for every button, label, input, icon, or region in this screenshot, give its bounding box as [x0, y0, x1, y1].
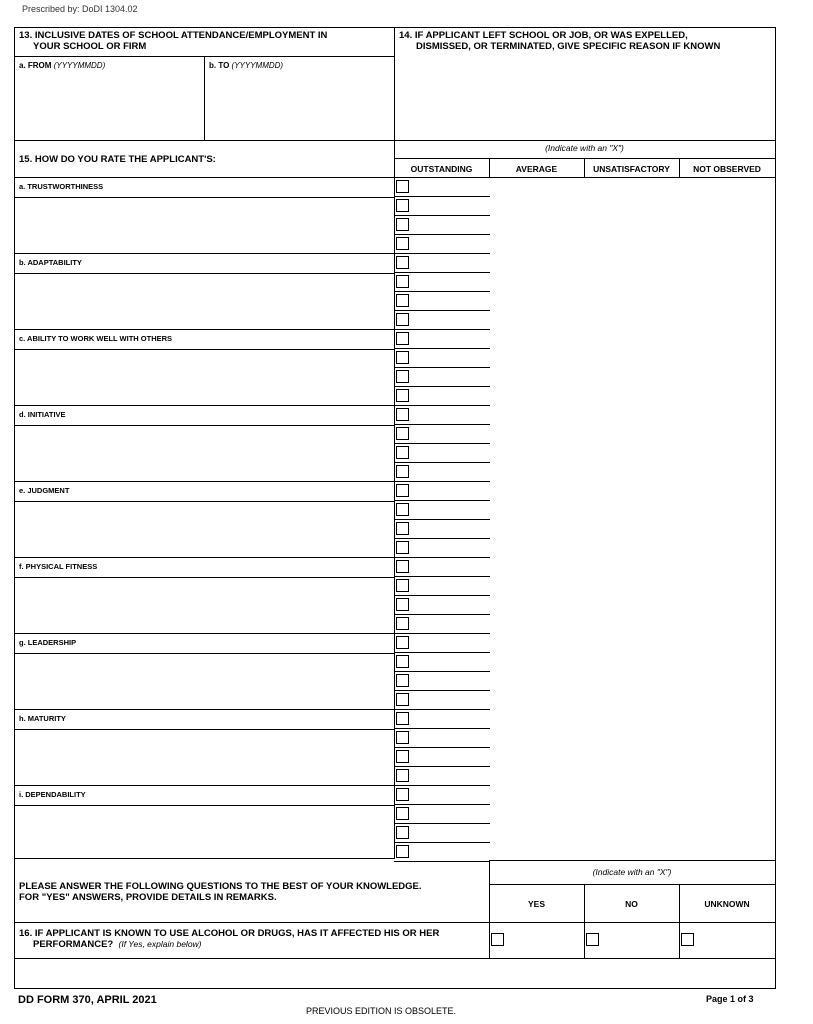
- rating-checkbox[interactable]: [396, 446, 409, 459]
- col-unknown: UNKNOWN: [704, 899, 750, 909]
- rating-row-line: [394, 405, 490, 406]
- rating-checkbox[interactable]: [396, 332, 409, 345]
- rating-checkbox[interactable]: [396, 256, 409, 269]
- q16-no-checkbox[interactable]: [586, 933, 599, 946]
- rating-checkbox[interactable]: [396, 541, 409, 554]
- rating-checkbox[interactable]: [396, 199, 409, 212]
- q16-question: 16. IF APPLICANT IS KNOWN TO USE ALCOHOL OR DRUGS, HAS IT AFFECTED HIS OR HER PERFORMANCE? (If Yes, explain below): [19, 928, 440, 950]
- trait-label: i. DEPENDABILITY: [19, 790, 86, 799]
- rating-checkbox[interactable]: [396, 351, 409, 364]
- rating-checkbox[interactable]: [396, 598, 409, 611]
- section13-title: 13. INCLUSIVE DATES OF SCHOOL ATTENDANCE/EMPLOYMENT IN YOUR SCHOOL OR FIRM: [19, 30, 328, 52]
- trait-label-divider: [14, 349, 395, 350]
- trait-block-divider: [14, 785, 395, 786]
- rating-row-line: [394, 595, 490, 596]
- trait-label: f. PHYSICAL FITNESS: [19, 562, 98, 571]
- rating-row-line: [394, 481, 490, 482]
- section15-title: 15. HOW DO YOU RATE THE APPLICANT'S:: [19, 154, 216, 165]
- rating-checkbox[interactable]: [396, 788, 409, 801]
- q16-top-border: [14, 922, 775, 923]
- trait-block-divider: [14, 633, 395, 634]
- edition-note: PREVIOUS EDITION IS OBSOLETE.: [306, 1006, 457, 1016]
- q16-unknown-checkbox[interactable]: [681, 933, 694, 946]
- rating-checkbox[interactable]: [396, 522, 409, 535]
- form-bottom-border: [14, 988, 776, 989]
- trait-label-divider: [14, 653, 395, 654]
- rating-row-line: [394, 272, 490, 273]
- rating-row-line: [394, 671, 490, 672]
- trait-label-divider: [14, 501, 395, 502]
- rating-checkbox[interactable]: [396, 731, 409, 744]
- trait-label-divider: [14, 729, 395, 730]
- rating-row-line: [394, 196, 490, 197]
- questions-instruction-top: [489, 860, 775, 861]
- rating-checkbox[interactable]: [396, 218, 409, 231]
- col-unsatisfactory: UNSATISFACTORY: [593, 164, 670, 174]
- trait-block-divider: [14, 557, 395, 558]
- q16-yes-checkbox[interactable]: [491, 933, 504, 946]
- rating-checkbox[interactable]: [396, 484, 409, 497]
- rating-checkbox[interactable]: [396, 674, 409, 687]
- rating-checkbox[interactable]: [396, 845, 409, 858]
- rating-row-line: [394, 538, 490, 539]
- trait-block-divider: [14, 329, 395, 330]
- rating-row-line: [394, 500, 490, 501]
- trait-block-divider: [14, 405, 395, 406]
- rating-row-line: [394, 633, 490, 634]
- rating-checkbox[interactable]: [396, 503, 409, 516]
- from-date-label: a. FROM (YYYYMMDD): [19, 61, 106, 70]
- rating-row-line: [394, 842, 490, 843]
- rating-checkbox[interactable]: [396, 560, 409, 573]
- form-right-border: [775, 27, 776, 989]
- rating-checkbox[interactable]: [396, 427, 409, 440]
- rating-checkbox[interactable]: [396, 389, 409, 402]
- section15-header-bottom: [14, 177, 775, 178]
- col-not-observed: NOT OBSERVED: [693, 164, 761, 174]
- rating-checkbox[interactable]: [396, 617, 409, 630]
- trait-label: b. ADAPTABILITY: [19, 258, 82, 267]
- rating-row-line: [394, 367, 490, 368]
- trait-block-divider: [14, 253, 395, 254]
- rating-row-line: [394, 424, 490, 425]
- col-yes: YES: [527, 899, 545, 909]
- rating-row-line: [394, 861, 490, 862]
- rating-row-line: [394, 234, 490, 235]
- rating-row-line: [394, 310, 490, 311]
- trait-label-divider: [14, 577, 395, 578]
- rating-row-line: [394, 462, 490, 463]
- rating-checkbox[interactable]: [396, 465, 409, 478]
- col-outstanding: OUTSTANDING: [410, 164, 473, 174]
- from-date-field[interactable]: [15, 74, 203, 139]
- col-average: AVERAGE: [515, 164, 558, 174]
- rating-checkbox[interactable]: [396, 237, 409, 250]
- questions-instruction: (Indicate with an "X"): [592, 867, 672, 877]
- traits-bottom-border: [14, 858, 395, 859]
- rating-row-line: [394, 614, 490, 615]
- form-id: DD FORM 370, APRIL 2021: [18, 994, 157, 1006]
- rating-checkbox[interactable]: [396, 294, 409, 307]
- rating-row-line: [394, 652, 490, 653]
- prescribed-by: Prescribed by: DoDI 1304.02: [22, 4, 138, 14]
- trait-label-divider: [14, 197, 395, 198]
- rating-row-line: [394, 823, 490, 824]
- to-date-field[interactable]: [205, 74, 393, 139]
- trait-label: a. TRUSTWORTHINESS: [19, 182, 104, 191]
- rating-row-line: [394, 785, 490, 786]
- questions-intro: PLEASE ANSWER THE FOLLOWING QUESTIONS TO THE BEST OF YOUR KNOWLEDGE. FOR "YES" ANSWERS, PROVIDE DETAILS IN REMARKS.: [19, 881, 422, 903]
- rating-row-line: [394, 804, 490, 805]
- rating-row-line: [394, 576, 490, 577]
- rating-checkbox[interactable]: [396, 636, 409, 649]
- rating-row-line: [394, 690, 490, 691]
- rating-checkbox[interactable]: [396, 826, 409, 839]
- q-col-divider-3: [679, 884, 680, 958]
- rating-checkbox[interactable]: [396, 712, 409, 725]
- rating-row-line: [394, 443, 490, 444]
- rating-row-line: [394, 728, 490, 729]
- page-number: Page 1 of 3: [706, 994, 754, 1004]
- rating-row-line: [394, 747, 490, 748]
- to-date-label: b. TO (YYYYMMDD): [209, 61, 284, 70]
- rating-checkbox[interactable]: [396, 579, 409, 592]
- rating-checkbox[interactable]: [396, 750, 409, 763]
- rating-row-line: [394, 348, 490, 349]
- col-no: NO: [625, 899, 638, 909]
- form-left-border: [14, 27, 15, 989]
- section15-instruction: (Indicate with an "X"): [545, 143, 624, 153]
- trait-label: g. LEADERSHIP: [19, 638, 77, 647]
- questions-instruction-divider: [489, 884, 775, 885]
- rating-checkbox[interactable]: [396, 180, 409, 193]
- rating-checkbox[interactable]: [396, 693, 409, 706]
- rating-checkbox[interactable]: [396, 275, 409, 288]
- q16-hint: (If Yes, explain below): [118, 939, 202, 949]
- reason-field[interactable]: [396, 56, 774, 139]
- trait-block-divider: [14, 709, 395, 710]
- trait-label-divider: [14, 273, 395, 274]
- rating-row-line: [394, 291, 490, 292]
- trait-block-divider: [14, 481, 395, 482]
- rating-checkbox[interactable]: [396, 313, 409, 326]
- rating-checkbox[interactable]: [396, 370, 409, 383]
- trait-label: d. INITIATIVE: [19, 410, 66, 419]
- rating-row-line: [394, 519, 490, 520]
- trait-label: c. ABILITY TO WORK WELL WITH OTHERS: [19, 334, 173, 343]
- rating-row-line: [394, 709, 490, 710]
- trait-label-divider: [14, 425, 395, 426]
- section14-title: 14. IF APPLICANT LEFT SCHOOL OR JOB, OR WAS EXPELLED, DISMISSED, OR TERMINATED, GIVE SPECIFIC REASON IF KNOWN: [399, 30, 721, 52]
- trait-label: e. JUDGMENT: [19, 486, 70, 495]
- q16-explanation-field[interactable]: [15, 959, 774, 987]
- rating-row-line: [394, 557, 490, 558]
- trait-label-divider: [14, 805, 395, 806]
- trait-label: h. MATURITY: [19, 714, 66, 723]
- rating-row-line: [394, 253, 490, 254]
- section15-top-border: [14, 140, 775, 141]
- rating-row-line: [394, 329, 490, 330]
- rating-checkbox[interactable]: [396, 769, 409, 782]
- rating-checkbox[interactable]: [396, 807, 409, 820]
- rating-row-line: [394, 386, 490, 387]
- rating-row-line: [394, 215, 490, 216]
- rating-row-line: [394, 766, 490, 767]
- rating-checkbox[interactable]: [396, 408, 409, 421]
- rating-checkbox[interactable]: [396, 655, 409, 668]
- q-col-divider-2: [584, 884, 585, 958]
